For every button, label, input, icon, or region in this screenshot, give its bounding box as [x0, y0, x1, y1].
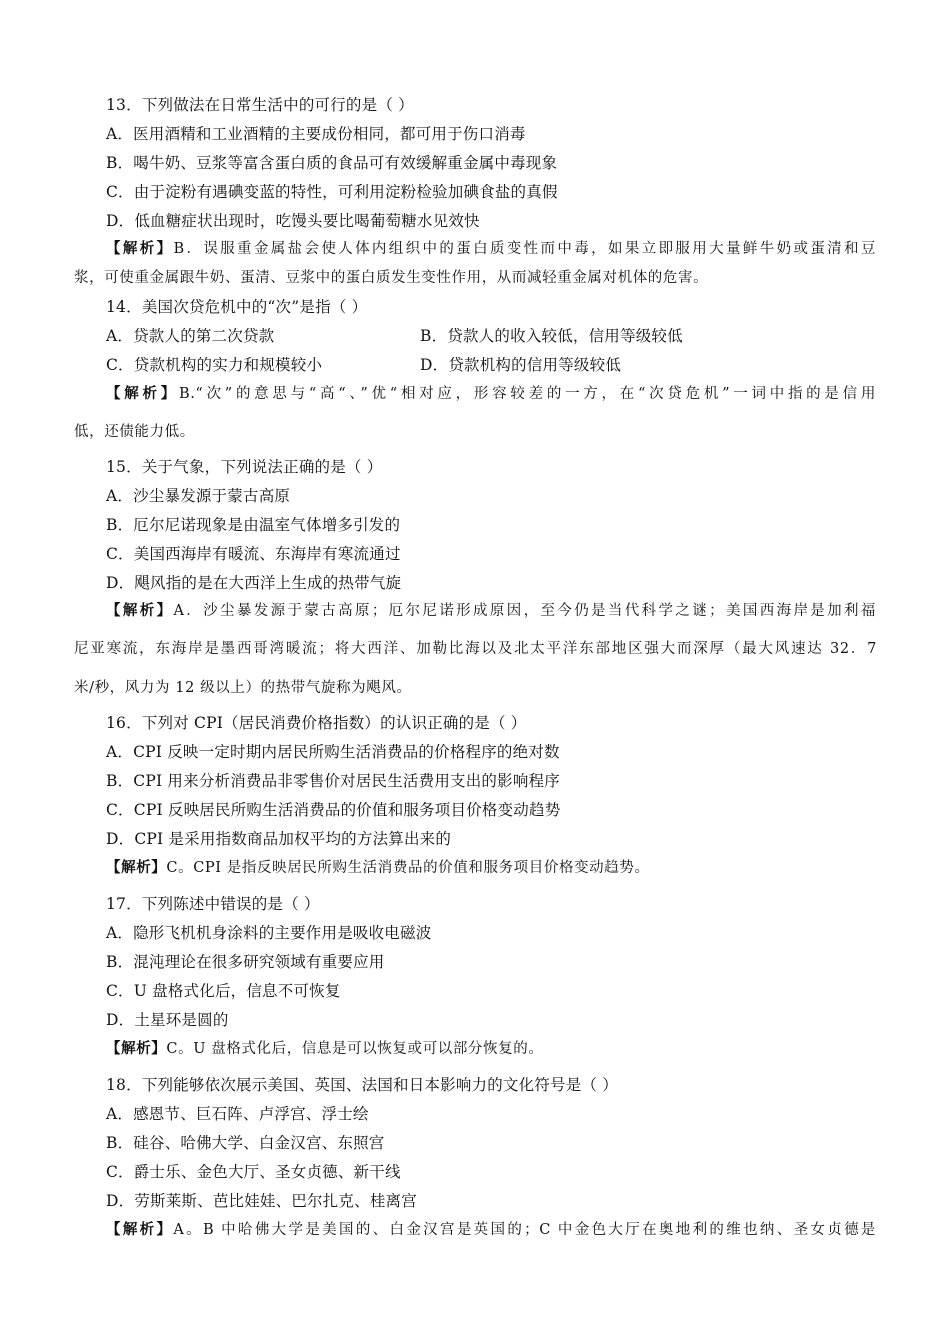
question-18-option-a: A．感恩节、巨石阵、卢浮宫、浮士绘 — [106, 1105, 369, 1123]
question-14-option-c: C．贷款机构的实力和规模较小 — [106, 356, 323, 374]
analysis-line: C。CPI 是指反映居民所购生活消费品的价值和服务项目价格变动趋势。 — [166, 860, 650, 876]
question-16-option-c: C．CPI 反映居民所购生活消费品的价值和服务项目价格变动趋势 — [106, 801, 561, 819]
question-13-stem: 13．下列做法在日常生活中的可行的是（ ） — [106, 96, 414, 114]
question-14-option-d: D．贷款机构的信用等级较低 — [420, 356, 622, 374]
question-13-analysis-line-2: 浆，可使重金属跟牛奶、蛋清、豆浆中的蛋白质发生变性作用，从而减轻重金属对机体的危害。 — [74, 270, 709, 286]
analysis-tag: 【解析】 — [106, 1040, 167, 1057]
question-14-option-b: B．贷款人的收入较低，信用等级较低 — [420, 327, 683, 345]
question-18-stem: 18．下列能够依次展示美国、英国、法国和日本影响力的文化符号是（ ） — [106, 1076, 618, 1094]
question-13-option-a: A．医用酒精和工业酒精的主要成份相同，都可用于伤口消毒 — [106, 125, 526, 143]
question-13-analysis — [106, 239, 876, 259]
question-15-option-d: D．飓风指的是在大西洋上生成的热带气旋 — [106, 574, 402, 592]
question-15-analysis-line-3: 米/秒，风力为 12 级以上）的热带气旋称为飓风。 — [74, 680, 412, 696]
question-13-option-c: C．由于淀粉有遇碘变蓝的特性，可利用淀粉检验加碘食盐的真假 — [106, 183, 558, 201]
question-15-option-b: B．厄尔尼诺现象是由温室气体增多引发的 — [106, 516, 401, 534]
question-14-option-a: A．贷款人的第二次贷款 — [106, 327, 275, 345]
question-18-analysis — [106, 1220, 876, 1240]
question-17-analysis — [106, 1039, 543, 1059]
question-14-analysis-line-2: 低，还债能力低。 — [74, 424, 195, 440]
analysis-line: B．误服重金属盐会使人体内组织中的蛋白质变性而中毒，如果立即服用大量鲜牛奶或蛋清和豆 — [173, 241, 876, 257]
question-15-stem: 15．关于气象，下列说法正确的是（ ） — [106, 458, 383, 476]
question-17-option-c: C．U 盘格式化后，信息不可恢复 — [106, 982, 341, 1000]
question-15-analysis — [106, 601, 876, 621]
question-16-option-a: A．CPI 反映一定时期内居民所购生活消费品的价格程序的绝对数 — [106, 743, 560, 761]
question-17-option-d: D．土星环是圆的 — [106, 1011, 229, 1029]
analysis-tag: 【解析】 — [106, 385, 179, 402]
analysis-line: B.“次”的意思与“高“、”优“相对应，形容较差的一方，在“次贷危机”一词中指的是信用 — [178, 386, 876, 402]
question-16-option-d: D．CPI 是采用指数商品加权平均的方法算出来的 — [106, 830, 452, 848]
analysis-tag: 【解析】 — [106, 602, 174, 619]
question-18-option-c: C．爵士乐、金色大厅、圣女贞德、新干线 — [106, 1163, 401, 1181]
analysis-tag: 【解析】 — [106, 1221, 174, 1238]
question-14-stem: 14．美国次贷危机中的“次”是指（ ） — [106, 298, 368, 316]
question-17-option-b: B．混沌理论在很多研究领域有重要应用 — [106, 953, 385, 971]
question-18-option-d: D．劳斯莱斯、芭比娃娃、巴尔扎克、桂离宫 — [106, 1192, 417, 1210]
question-14-analysis — [106, 384, 876, 404]
question-16-stem: 16．下列对 CPI（居民消费价格指数）的认识正确的是（ ） — [106, 714, 527, 732]
question-16-option-b: B．CPI 用来分析消费品非零售价对居民生活费用支出的影响程序 — [106, 772, 560, 790]
analysis-line: C。U 盘格式化后，信息是可以恢复或可以部分恢复的。 — [166, 1041, 544, 1057]
question-17-option-a: A．隐形飞机机身涂料的主要作用是吸收电磁波 — [106, 924, 432, 942]
question-15-option-a: A．沙尘暴发源于蒙古高原 — [106, 487, 291, 505]
question-17-stem: 17．下列陈述中错误的是（ ） — [106, 895, 320, 913]
analysis-tag: 【解析】 — [106, 859, 167, 876]
analysis-line: A。B 中哈佛大学是美国的、白金汉宫是英国的；C 中金色大厅在奥地利的维也纳、圣女贞德是 — [173, 1222, 876, 1238]
question-15-analysis-line-2: 尼亚寒流，东海岸是墨西哥湾暖流；将大西洋、加勒比海以及北太平洋东部地区强大而深厚（最大风速达 32．7 — [74, 641, 877, 657]
question-13-option-b: B．喝牛奶、豆浆等富含蛋白质的食品可有效缓解重金属中毒现象 — [106, 154, 558, 172]
question-16-analysis — [106, 858, 650, 878]
question-15-option-c: C．美国西海岸有暖流、东海岸有寒流通过 — [106, 545, 401, 563]
question-18-option-b: B．硅谷、哈佛大学、白金汉宫、东照宫 — [106, 1134, 385, 1152]
question-13-option-d: D．低血糖症状出现时，吃馒头要比喝葡萄糖水见效快 — [106, 212, 480, 230]
analysis-tag: 【解析】 — [106, 240, 174, 257]
analysis-line: A．沙尘暴发源于蒙古高原；厄尔尼诺形成原因，至今仍是当代科学之谜；美国西海岸是加利福 — [173, 603, 876, 619]
